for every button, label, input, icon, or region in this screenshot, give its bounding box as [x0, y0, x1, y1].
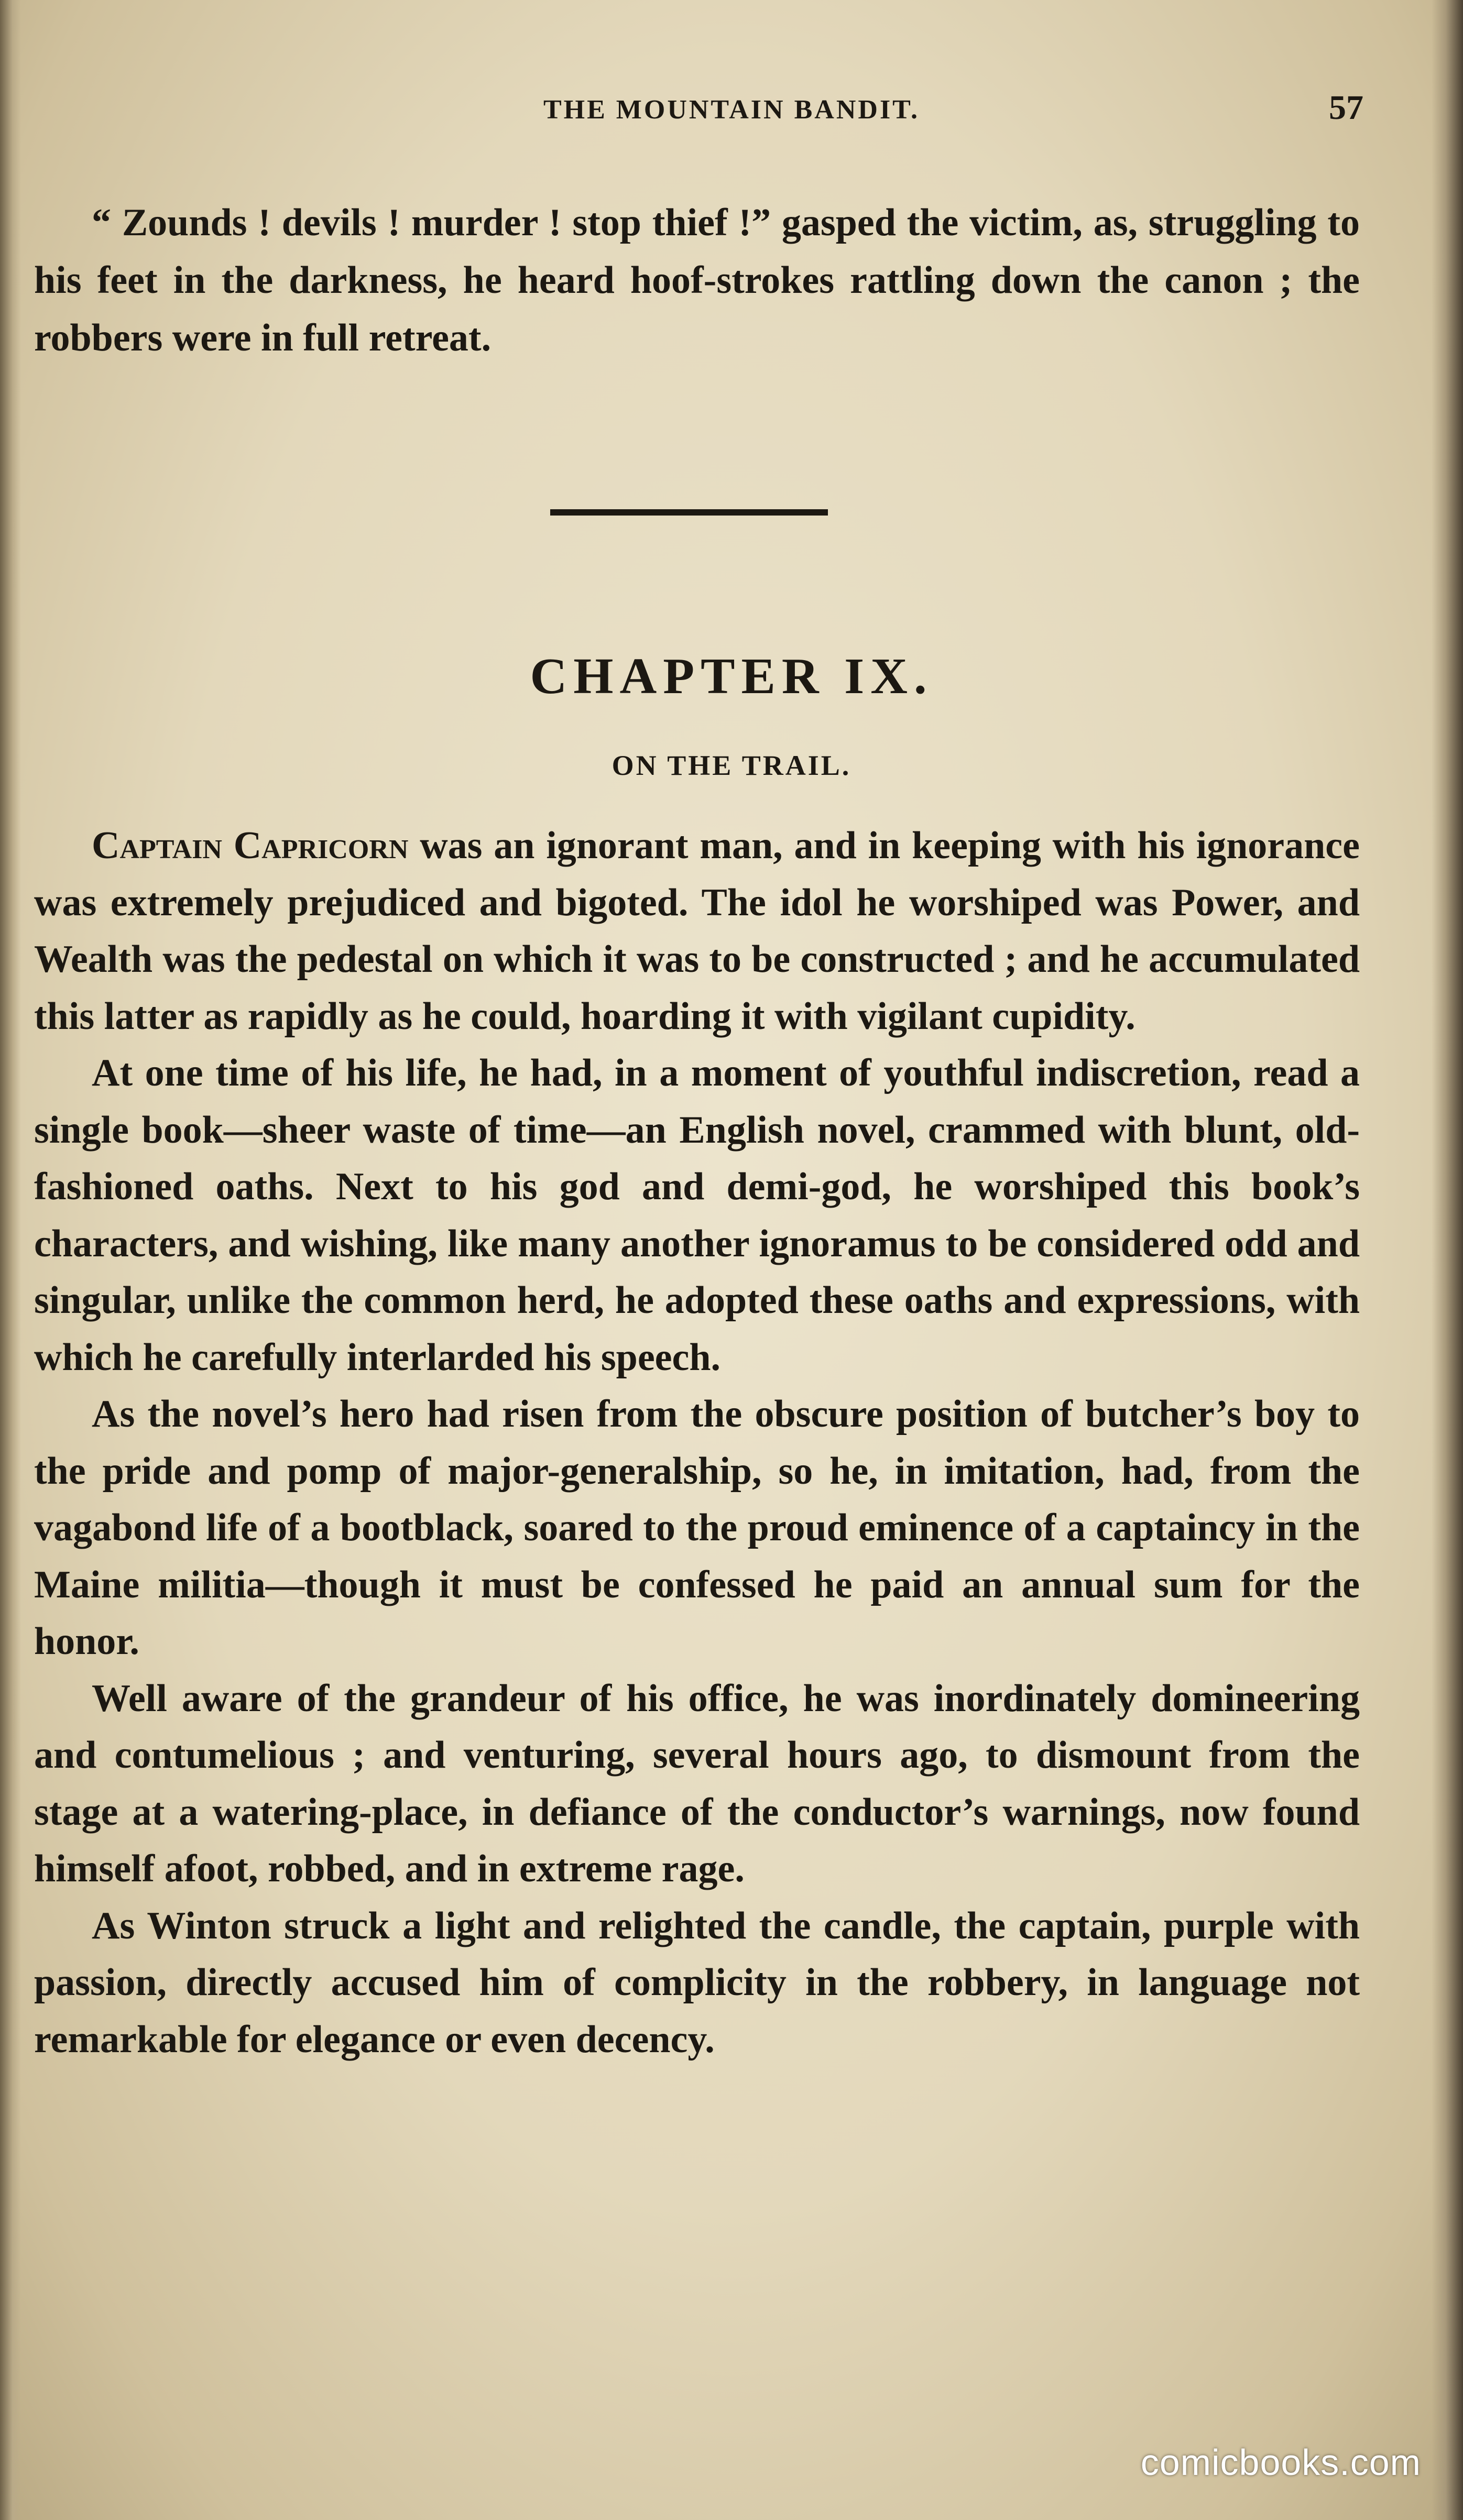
paragraph-4: Well aware of the grandeur of his office, he was inordinately domineering and contumelious ; and venturing, several hours ago, to dismount from the stage at a watering-place, in defiance of the conductor’s warnings, now found himself afoot, robbed, and in extreme rage. — [34, 1677, 1360, 1890]
paragraph-5: As Winton struck a light and relighted the candle, the captain, purple with passion, directly accused him of complicity in the robbery, in language not remarkable for elegance or even decency. — [34, 1904, 1360, 2061]
chapter-subtitle: ON THE TRAIL. — [612, 750, 851, 781]
page-number: 57 — [1329, 89, 1363, 127]
chapter-title: CHAPTER IX. — [530, 648, 933, 705]
opening-paragraph: “ Zounds ! devils ! murder ! stop thief !” gasped the victim, as, struggling to his feet in the darkness, he heard hoof-strokes rattling down the canon ; the robbers were in full retreat. — [34, 201, 1360, 359]
paragraph-text: was an ignorant man, and in keeping with his ignorance was extremely prejudiced and bigoted. The idol he worshiped was Power, and Wealth was the pedestal on which it was to be constructed ; and he accumulated this latter as rapidly as he could, hoarding it with vigilant cupidity. — [34, 824, 1360, 1038]
page-right-edge — [1432, 0, 1463, 2520]
watermark: comicbooks.com — [1140, 2442, 1421, 2483]
page-left-edge — [0, 0, 21, 2520]
running-title: THE MOUNTAIN BANDIT. — [543, 95, 920, 125]
chapter-body — [34, 817, 1360, 2068]
running-head — [0, 89, 1463, 141]
paragraph-lead-name: Captain Capricorn — [92, 824, 409, 867]
paragraph-2: At one time of his life, he had, in a moment of youthful indiscretion, read a single book—sheer waste of time—an English novel, crammed with blunt, old-fashioned oaths. Next to his god and demi-god, he worshiped this book’s characters, and wishing, like many another ignoramus to be considered odd and singular, unlike the common herd, he adopted these oaths and expressions, with which he carefully interlarded his speech. — [34, 1051, 1360, 1379]
section-divider-rule — [550, 509, 828, 516]
paragraph-3: As the novel’s hero had risen from the obscure position of butcher’s boy to the pride and pomp of major-generalship, so he, in imitation, had, from the vagabond life of a bootblack, soared to the proud eminence of a captaincy in the Maine militia—though it must be confessed he paid an annual sum for the honor. — [34, 1393, 1360, 1663]
paragraph-1 — [34, 817, 1360, 1045]
